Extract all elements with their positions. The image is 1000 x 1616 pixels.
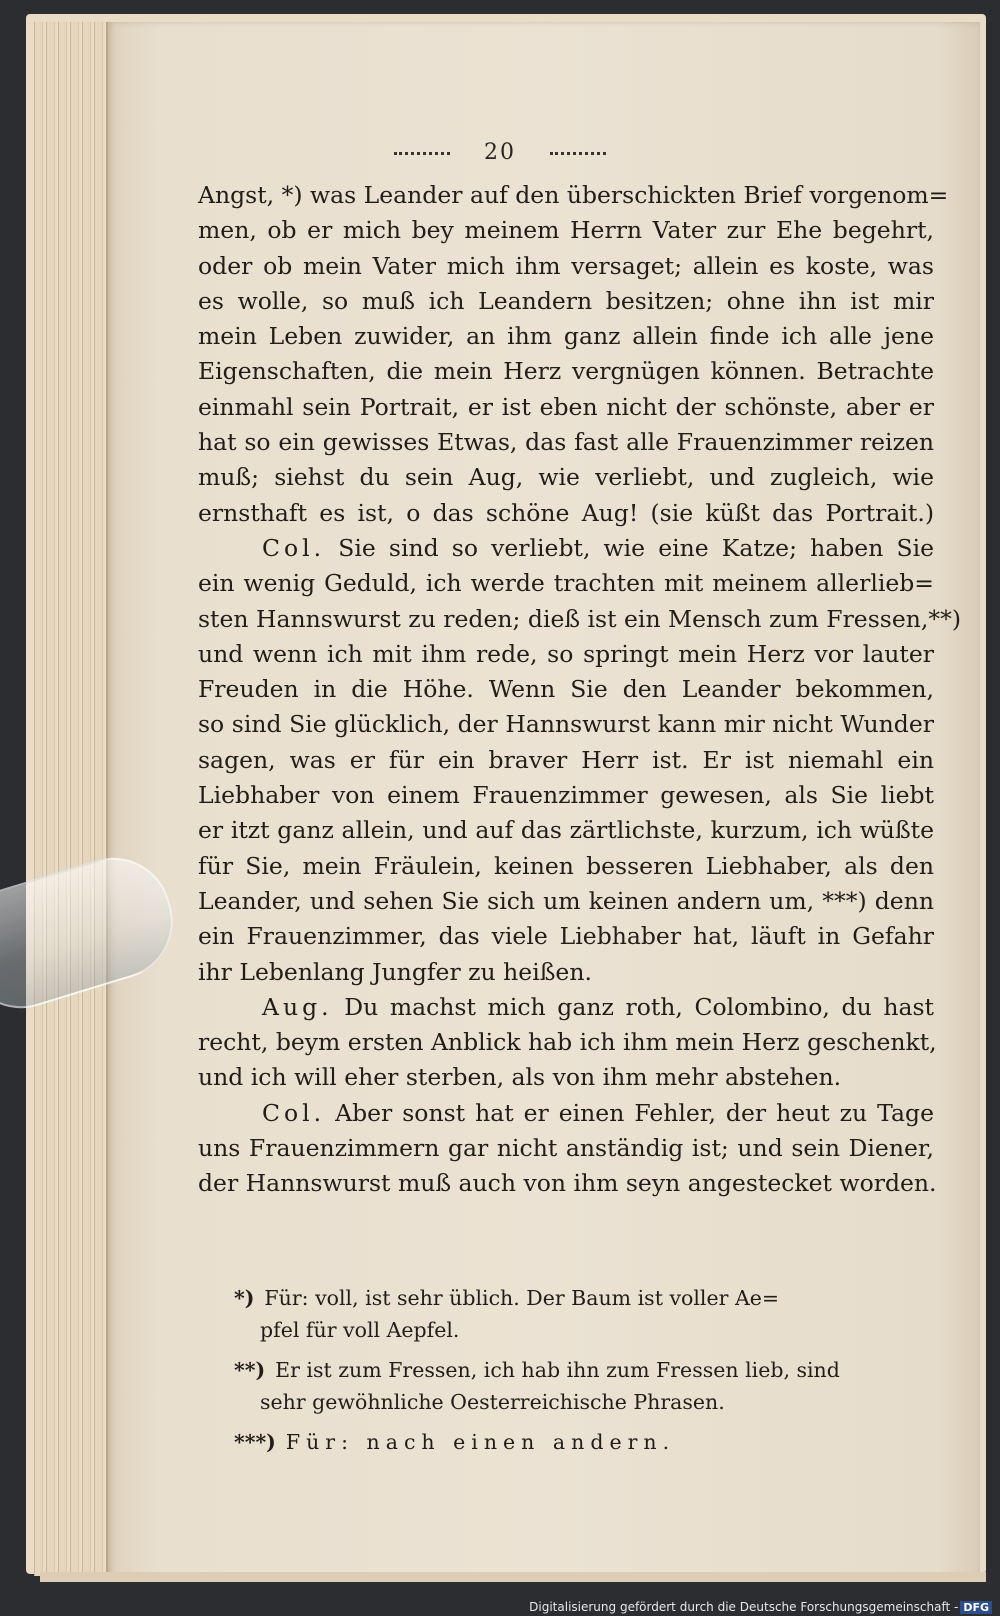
- speech-first-line: [198, 1096, 934, 1131]
- text-line: ihr Lebenlang Jungfer zu heißen.: [198, 957, 592, 986]
- page-edge: [82, 22, 91, 1576]
- text-line: men, ob er mich bey meinem Herrn Vater zur Ehe begehrt,: [198, 216, 934, 245]
- text-line: einmahl sein Portrait, er ist eben nicht der schönste, aber er: [198, 392, 934, 421]
- page-number: 20: [484, 140, 516, 165]
- text-line: er itzt ganz allein, und auf das zärtlichste, kurzum, ich wüßte: [198, 816, 934, 845]
- footnote: [234, 1282, 934, 1346]
- text-line: Liebhaber von einem Frauenzimmer gewesen, als Sie liebt: [198, 781, 934, 810]
- page-edge: [94, 22, 103, 1576]
- page-edge: [34, 22, 43, 1576]
- dfg-logo: DFG: [960, 1601, 992, 1614]
- credit-text: Digitalisierung gefördert durch die Deutsche Forschungsgemeinschaft -: [529, 1600, 959, 1614]
- text-line: mein Leben zuwider, an ihm ganz allein finde ich alle jene: [198, 322, 934, 351]
- text-line: oder ob mein Vater mich ihm versaget; allein es koste, was: [198, 251, 934, 280]
- page-edge: [58, 22, 67, 1576]
- text-line: Freuden in die Höhe. Wenn Sie den Leander bekommen,: [198, 675, 934, 704]
- text-line: Angst, *) was Leander auf den überschickten Brief vorgenom=: [198, 181, 949, 209]
- speech-first-line: [198, 531, 934, 566]
- footnote-mark: *): [234, 1286, 255, 1310]
- text-line: ein Frauenzimmer, das viele Liebhaber hat, läuft in Gefahr: [198, 922, 934, 951]
- text-line: hat so ein gewisses Etwas, das fast alle Frauenzimmer reizen: [198, 428, 934, 457]
- text-line: muß; siehst du sein Aug, wie verliebt, und zugleich, wie: [198, 463, 934, 492]
- header-ornament: [550, 152, 606, 155]
- text-line: Sie sind so verliebt, wie eine Katze; haben Sie: [338, 533, 934, 562]
- text-line: Leander, und sehen Sie sich um keinen andern um, ***) denn: [198, 886, 934, 915]
- digitization-credit: [529, 1600, 992, 1614]
- page-header: [0, 140, 1000, 165]
- text-line: für Sie, mein Fräulein, keinen besseren Liebhaber, als den: [198, 851, 934, 880]
- text-line: so sind Sie glücklich, der Hannswurst kann mir nicht Wunder: [198, 710, 934, 739]
- text-line: recht, beym ersten Anblick hab ich ihm mein Herz geschenkt,: [198, 1028, 937, 1057]
- footnote-text: pfel für voll Aepfel.: [260, 1318, 460, 1342]
- text-line: es wolle, so muß ich Leandern besitzen; ohne ihn ist mir: [198, 286, 934, 315]
- text-line: sten Hannswurst zu reden; dieß ist ein Mensch zum Fressen,**): [198, 604, 962, 633]
- footnote: [234, 1426, 934, 1458]
- page-edge: [46, 22, 55, 1576]
- page-bottom-edge: [40, 1572, 986, 1582]
- footnote-text: sehr gewöhnliche Oesterreichische Phrasen.: [260, 1390, 725, 1414]
- speech-first-line: [198, 990, 934, 1025]
- footnote-text: Er ist zum Fressen, ich hab ihn zum Fressen lieb, sind: [275, 1358, 840, 1382]
- speaker-label: Col.: [262, 1098, 326, 1127]
- speaker-label: Col.: [262, 533, 326, 562]
- footnote: [234, 1354, 934, 1418]
- text-line: der Hannswurst muß auch von ihm seyn angestecket worden.: [198, 1169, 937, 1198]
- main-text: [198, 178, 962, 1202]
- footnote-mark: **): [234, 1358, 266, 1382]
- page-edge: [70, 22, 79, 1576]
- text-line: Eigenschaften, die mein Herz vergnügen können. Betrachte: [198, 357, 934, 386]
- header-ornament: [394, 152, 450, 155]
- footnote-mark: ***): [234, 1430, 276, 1454]
- footnote-text: Für: nach einen andern.: [285, 1430, 676, 1454]
- text-line: Du machst mich ganz roth, Colombino, du hast: [344, 992, 934, 1021]
- footnote-text: Für: voll, ist sehr üblich. Der Baum ist voller Ae=: [264, 1286, 780, 1310]
- text-line: uns Frauenzimmern gar nicht anständig ist; und sein Diener,: [198, 1134, 934, 1163]
- text-line: ein wenig Geduld, ich werde trachten mit meinem allerlieb=: [198, 569, 934, 598]
- text-line: sagen, was er für ein braver Herr ist. Er ist niemahl ein: [198, 745, 934, 774]
- text-line: und ich will eher sterben, als von ihm mehr abstehen.: [198, 1063, 842, 1092]
- footnotes: [234, 1282, 934, 1466]
- speaker-label: Aug.: [262, 992, 333, 1021]
- text-line: und wenn ich mit ihm rede, so springt mein Herz vor lauter: [198, 639, 934, 668]
- text-line: Aber sonst hat er einen Fehler, der heut zu Tage: [335, 1098, 934, 1127]
- text-line: ernsthaft es ist, o das schöne Aug! (sie küßt das Portrait.): [198, 498, 934, 527]
